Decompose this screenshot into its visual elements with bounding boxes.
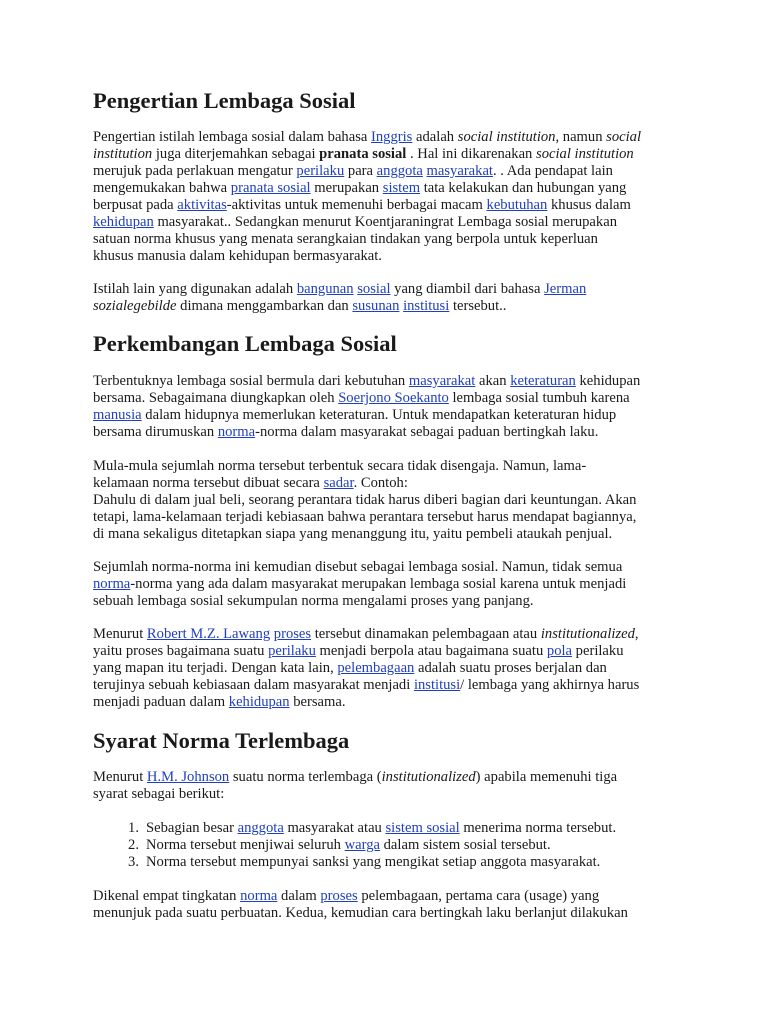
text: / lembaga yang akhirnya harus: [460, 677, 640, 693]
link-norma[interactable]: norma: [240, 888, 278, 904]
link-institusi[interactable]: institusi: [403, 298, 450, 314]
link-bangunan[interactable]: bangunan: [296, 281, 354, 297]
link-proses[interactable]: proses: [320, 888, 358, 904]
text: Norma tersebut mempunyai sanksi yang mengikat setiap anggota masyarakat.: [146, 854, 601, 870]
text: Norma tersebut menjiwai seluruh: [146, 837, 345, 853]
paragraph-menurut-lawang: [93, 626, 678, 711]
link-perilaku[interactable]: perilaku: [296, 163, 345, 179]
italic-term: social institution: [457, 129, 556, 145]
text: -norma dalam masyarakat sebagai paduan bertingkah laku.: [255, 424, 599, 440]
text: dalam hidupnya memerlukan keteraturan. Untuk mendapatkan keteraturan hidup: [141, 407, 617, 423]
bold-term: pranata sosial: [319, 146, 407, 162]
text: bersama. Sebagaimana diungkapkan oleh: [93, 390, 339, 406]
link-manusia[interactable]: manusia: [93, 407, 142, 423]
text: bersama dirumuskan: [93, 424, 218, 440]
text: yang mapan itu terjadi. Dengan kata lain,: [93, 660, 338, 676]
link-kebutuhan[interactable]: kebutuhan: [486, 197, 548, 213]
text: perilaku: [572, 643, 624, 659]
link-robert-lawang[interactable]: Robert M.Z. Lawang: [146, 626, 271, 642]
text-line: satuan norma khusus yang menata serangkaian tindakan yang berpola untuk keperluan: [93, 231, 598, 247]
link-masyarakat[interactable]: masyarakat: [426, 163, 493, 179]
link-jerman[interactable]: Jerman: [544, 281, 587, 297]
italic-term: social: [606, 129, 642, 145]
link-warga[interactable]: warga: [344, 837, 380, 853]
text: kehidupan: [575, 373, 641, 389]
list-number: 1.: [128, 820, 139, 836]
text: berpusat pada: [93, 197, 178, 213]
text: Menurut: [93, 626, 147, 642]
link-kehidupan[interactable]: kehidupan: [93, 214, 154, 230]
text: menjadi berpola atau bagaimana suatu: [315, 643, 547, 659]
link-sistem[interactable]: sistem: [382, 180, 421, 196]
link-institusi[interactable]: institusi: [413, 677, 461, 693]
link-pranata-sosial[interactable]: pranata sosial: [230, 180, 311, 196]
text: adalah: [412, 129, 458, 145]
text: terujinya sebuah kebiasaan dalam masyarakat menjadi: [93, 677, 414, 693]
link-masyarakat[interactable]: masyarakat: [408, 373, 476, 389]
paragraph-sejumlah: [93, 559, 678, 610]
link-aktivitas[interactable]: aktivitas: [177, 197, 227, 213]
link-sistem-sosial[interactable]: sistem sosial: [385, 820, 460, 836]
text: tata kelakukan dan hubungan yang: [420, 180, 627, 196]
text: Istilah lain yang digunakan adalah: [93, 281, 297, 297]
paragraph-dikenal: [93, 888, 678, 922]
paragraph-mula-mula: [93, 458, 678, 543]
paragraph-menurut-johnson: [93, 769, 678, 803]
text: Terbentuknya lembaga sosial bermula dari kebutuhan: [93, 373, 409, 389]
text: kelamaan norma tersebut dibuat secara: [93, 475, 324, 491]
text-line: sebuah lembaga sosial sekumpulan norma mengalami proses yang panjang.: [93, 593, 534, 609]
text: masyarakat atau: [283, 820, 386, 836]
text-line: Mula-mula sejumlah norma tersebut terbentuk secara tidak disengaja. Namun, lama-: [93, 458, 587, 474]
heading-pengertian: Pengertian Lembaga Sosial: [93, 88, 356, 113]
text-line: Dahulu di dalam jual beli, seorang perantara tidak harus diberi bagian dari keuntungan. Akan: [93, 492, 637, 508]
link-anggota[interactable]: anggota: [237, 820, 284, 836]
heading-syarat: Syarat Norma Terlembaga: [93, 728, 350, 753]
italic-term: institutionalized: [540, 626, 635, 642]
text: menerima norma tersebut.: [459, 820, 617, 836]
text-line: Sejumlah norma-norma ini kemudian disebut sebagai lembaga sosial. Namun, tidak semua: [93, 559, 623, 575]
text: khusus dalam: [547, 197, 631, 213]
italic-term: institution: [93, 146, 153, 162]
heading-perkembangan: Perkembangan Lembaga Sosial: [93, 331, 397, 356]
text: merupakan: [310, 180, 383, 196]
text-line: khusus manusia dalam kehidupan bermasyarakat.: [93, 248, 382, 264]
text: -aktivitas untuk memenuhi berbagai macam: [226, 197, 487, 213]
text: tersebut dinamakan pelembagaan atau: [311, 626, 541, 642]
text: . . Ada pendapat lain: [492, 163, 613, 179]
text: , namun: [555, 129, 607, 145]
text: yang diambil dari bahasa: [390, 281, 545, 297]
text: menjadi paduan dalam: [93, 694, 229, 710]
paragraph-terbentuknya: [93, 373, 678, 441]
link-susunan[interactable]: susunan: [352, 298, 400, 314]
text: mengemukakan bahwa: [93, 180, 231, 196]
link-sosial[interactable]: sosial: [357, 281, 391, 297]
link-kehidupan[interactable]: kehidupan: [228, 694, 290, 710]
text: tersebut..: [449, 298, 507, 314]
text: bersama.: [289, 694, 346, 710]
text: adalah suatu proses berjalan dan: [414, 660, 607, 676]
text: ,: [634, 626, 639, 642]
link-norma[interactable]: norma: [217, 424, 256, 440]
text: dalam sistem sosial tersebut.: [379, 837, 551, 853]
text: Menurut: [93, 769, 147, 785]
text: lembaga sosial tumbuh karena: [448, 390, 630, 406]
text: para: [344, 163, 377, 179]
list-number: 3.: [128, 854, 139, 870]
italic-term: social institution: [536, 146, 634, 162]
link-norma[interactable]: norma: [93, 576, 131, 592]
link-perilaku[interactable]: perilaku: [268, 643, 316, 659]
text: ) apabila memenuhi tiga: [475, 769, 618, 785]
link-anggota[interactable]: anggota: [376, 163, 423, 179]
text: Sebagian besar: [146, 820, 238, 836]
link-hm-johnson[interactable]: H.M. Johnson: [146, 769, 230, 785]
link-inggris[interactable]: Inggris: [371, 129, 413, 145]
text: merujuk pada perlakuan mengatur: [93, 163, 297, 179]
italic-term: sozialegebilde: [93, 298, 177, 314]
link-soerjono-soekanto[interactable]: Soerjono Soekanto: [338, 390, 449, 406]
link-proses[interactable]: proses: [273, 626, 312, 642]
list-item: [93, 820, 616, 837]
text: suatu norma terlembaga (: [229, 769, 382, 785]
text-line: menunjuk pada suatu perbuatan. Kedua, kemudian cara bertingkah laku berlanjut dilakukan: [93, 905, 628, 921]
link-pelembagaan[interactable]: pelembagaan: [337, 660, 415, 676]
text-line: di mana sekaligus ditetapkan siapa yang menanggung itu, yaitu pembeli ataukah penjual.: [93, 526, 613, 542]
text: Pengertian istilah lembaga sosial dalam bahasa: [93, 129, 372, 145]
text-line: tetapi, lama-kelamaan terjadi kebiasaan bahwa perantara tersebut harus mendapat bagiannya,: [93, 509, 637, 525]
text: yaitu proses bagaimana suatu: [93, 643, 269, 659]
text: . Hal ini dikarenakan: [406, 146, 537, 162]
paragraph-pengertian: [93, 129, 678, 265]
list-number: 2.: [128, 837, 139, 853]
text: Dikenal empat tingkatan: [93, 888, 241, 904]
text: -norma yang ada dalam masyarakat merupakan lembaga sosial karena untuk menjadi: [130, 576, 627, 592]
text: dalam: [277, 888, 321, 904]
list-item: [93, 837, 551, 854]
link-sadar[interactable]: sadar: [323, 475, 354, 491]
paragraph-istilah: [93, 281, 678, 315]
text: juga diterjemahkan sebagai: [152, 146, 320, 162]
text: masyarakat.. Sedangkan menurut Koentjaraningrat Lembaga sosial merupakan: [153, 214, 617, 230]
link-pola[interactable]: pola: [546, 643, 573, 659]
text: dimana menggambarkan dan: [176, 298, 353, 314]
text: pelembagaan, pertama cara (usage) yang: [357, 888, 600, 904]
link-keteraturan[interactable]: keteraturan: [510, 373, 576, 389]
text-line: syarat sebagai berikut:: [93, 786, 225, 802]
text: akan: [475, 373, 511, 389]
italic-term: institutionalized: [381, 769, 476, 785]
list-item: [93, 854, 600, 871]
text: . Contoh:: [353, 475, 408, 491]
